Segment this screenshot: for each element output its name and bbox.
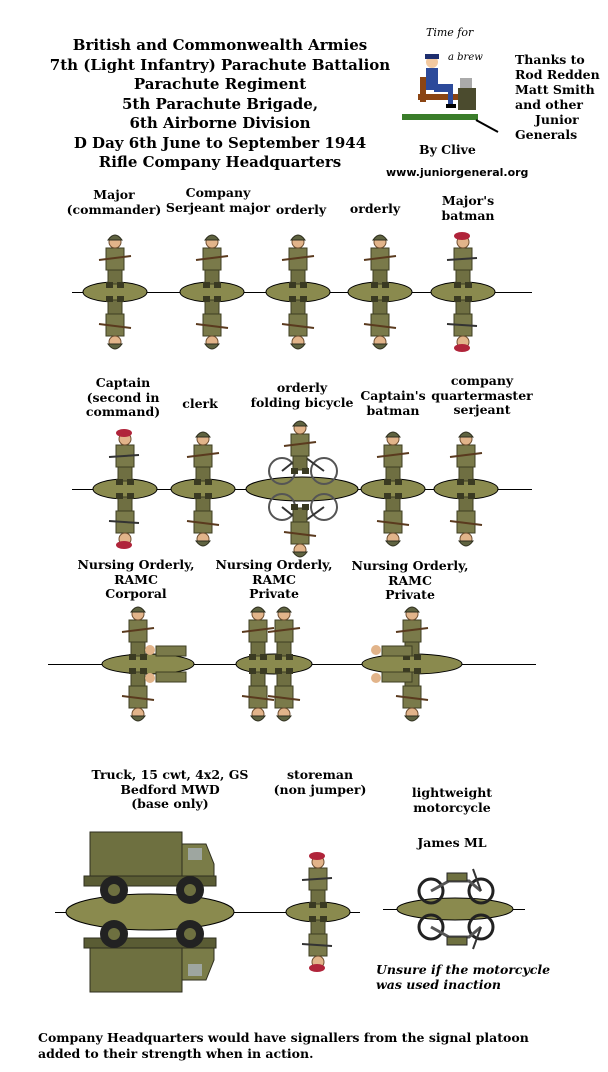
figure-orderly <box>348 235 412 349</box>
label-orderly: orderly <box>275 202 327 217</box>
figure-company-serjeant-major <box>180 235 244 349</box>
figure-nursing-orderly-corporal <box>102 607 194 721</box>
website-url[interactable]: www.juniorgeneral.org <box>386 166 529 179</box>
label-clerk: clerk <box>182 396 218 411</box>
label-orderly-folding-bicycle: orderly folding bicycle <box>250 380 354 410</box>
title-line: 6th Airborne Division <box>129 114 311 132</box>
label-nursing-orderly-corporal: Nursing Orderly, RAMC Corporal <box>77 557 195 601</box>
logo-text: a brew <box>448 52 483 63</box>
figure-nursing-orderly-private <box>362 607 462 721</box>
label-motorcycle-model: James ML <box>417 835 487 850</box>
figure-nursing-orderly-private <box>236 607 312 721</box>
label-major: Major (commander) <box>66 187 162 217</box>
thanks-line: Rod Redden <box>515 67 600 82</box>
label-storeman: storeman (non jumper) <box>273 767 367 797</box>
title-line: 7th (Light Infantry) Parachute Battalion <box>49 55 391 74</box>
thanks-line: Generals <box>515 127 578 142</box>
title-line: D Day 6th June to September 1944 <box>73 133 367 152</box>
label-nursing-orderly-private: Nursing Orderly, RAMC Private <box>215 557 333 601</box>
footer-note: Company Headquarters would have signallers from the signal platoon added to their strength when in action. <box>38 1030 529 1061</box>
title-line: 5th Parachute Brigade, <box>121 94 319 113</box>
label-majors-batman: Major's batman <box>441 193 495 223</box>
figure-company-quartermaster-serjeant <box>434 432 498 546</box>
label-nursing-orderly-private: Nursing Orderly, RAMC Private <box>351 558 469 602</box>
label-company-serjeant-major: Company Serjeant major <box>165 185 271 215</box>
figure-captains-batman <box>361 432 425 546</box>
figure-captain <box>93 429 157 549</box>
author-credit: By Clive <box>419 142 476 157</box>
label-company-quartermaster-serjeant: company quartermaster serjeant <box>431 373 533 417</box>
figure-storeman <box>286 852 350 972</box>
figure-majors-batman <box>431 232 495 352</box>
figure-clerk <box>171 432 235 546</box>
label-motorcycle: lightweight motorcycle <box>411 785 493 815</box>
figure-motorcycle-james-ml <box>397 869 513 949</box>
thanks-line: and other <box>515 97 584 112</box>
label-captain: Captain (second in command) <box>85 375 161 419</box>
thanks-line: Junior <box>535 112 579 127</box>
title-line: Parachute Regiment <box>133 75 307 93</box>
figure-orderly-bicycle <box>246 421 358 557</box>
label-captains-batman: Captain's batman <box>360 388 426 418</box>
thanks-line: Thanks to <box>515 52 585 67</box>
logo-text: Time for <box>426 26 474 39</box>
title-line: British and Commonwealth Armies <box>72 36 368 54</box>
figure-orderly <box>266 235 330 349</box>
figure-truck-bedford-mwd <box>66 832 234 992</box>
thanks-line: Matt Smith <box>515 82 595 97</box>
title-line: Rifle Company Headquarters <box>98 153 342 171</box>
figure-major <box>83 235 147 349</box>
label-truck: Truck, 15 cwt, 4x2, GS Bedford MWD (base only) <box>91 767 249 811</box>
label-orderly: orderly <box>349 201 401 216</box>
motorcycle-note: Unsure if the motorcycle was used inaction <box>376 962 551 992</box>
